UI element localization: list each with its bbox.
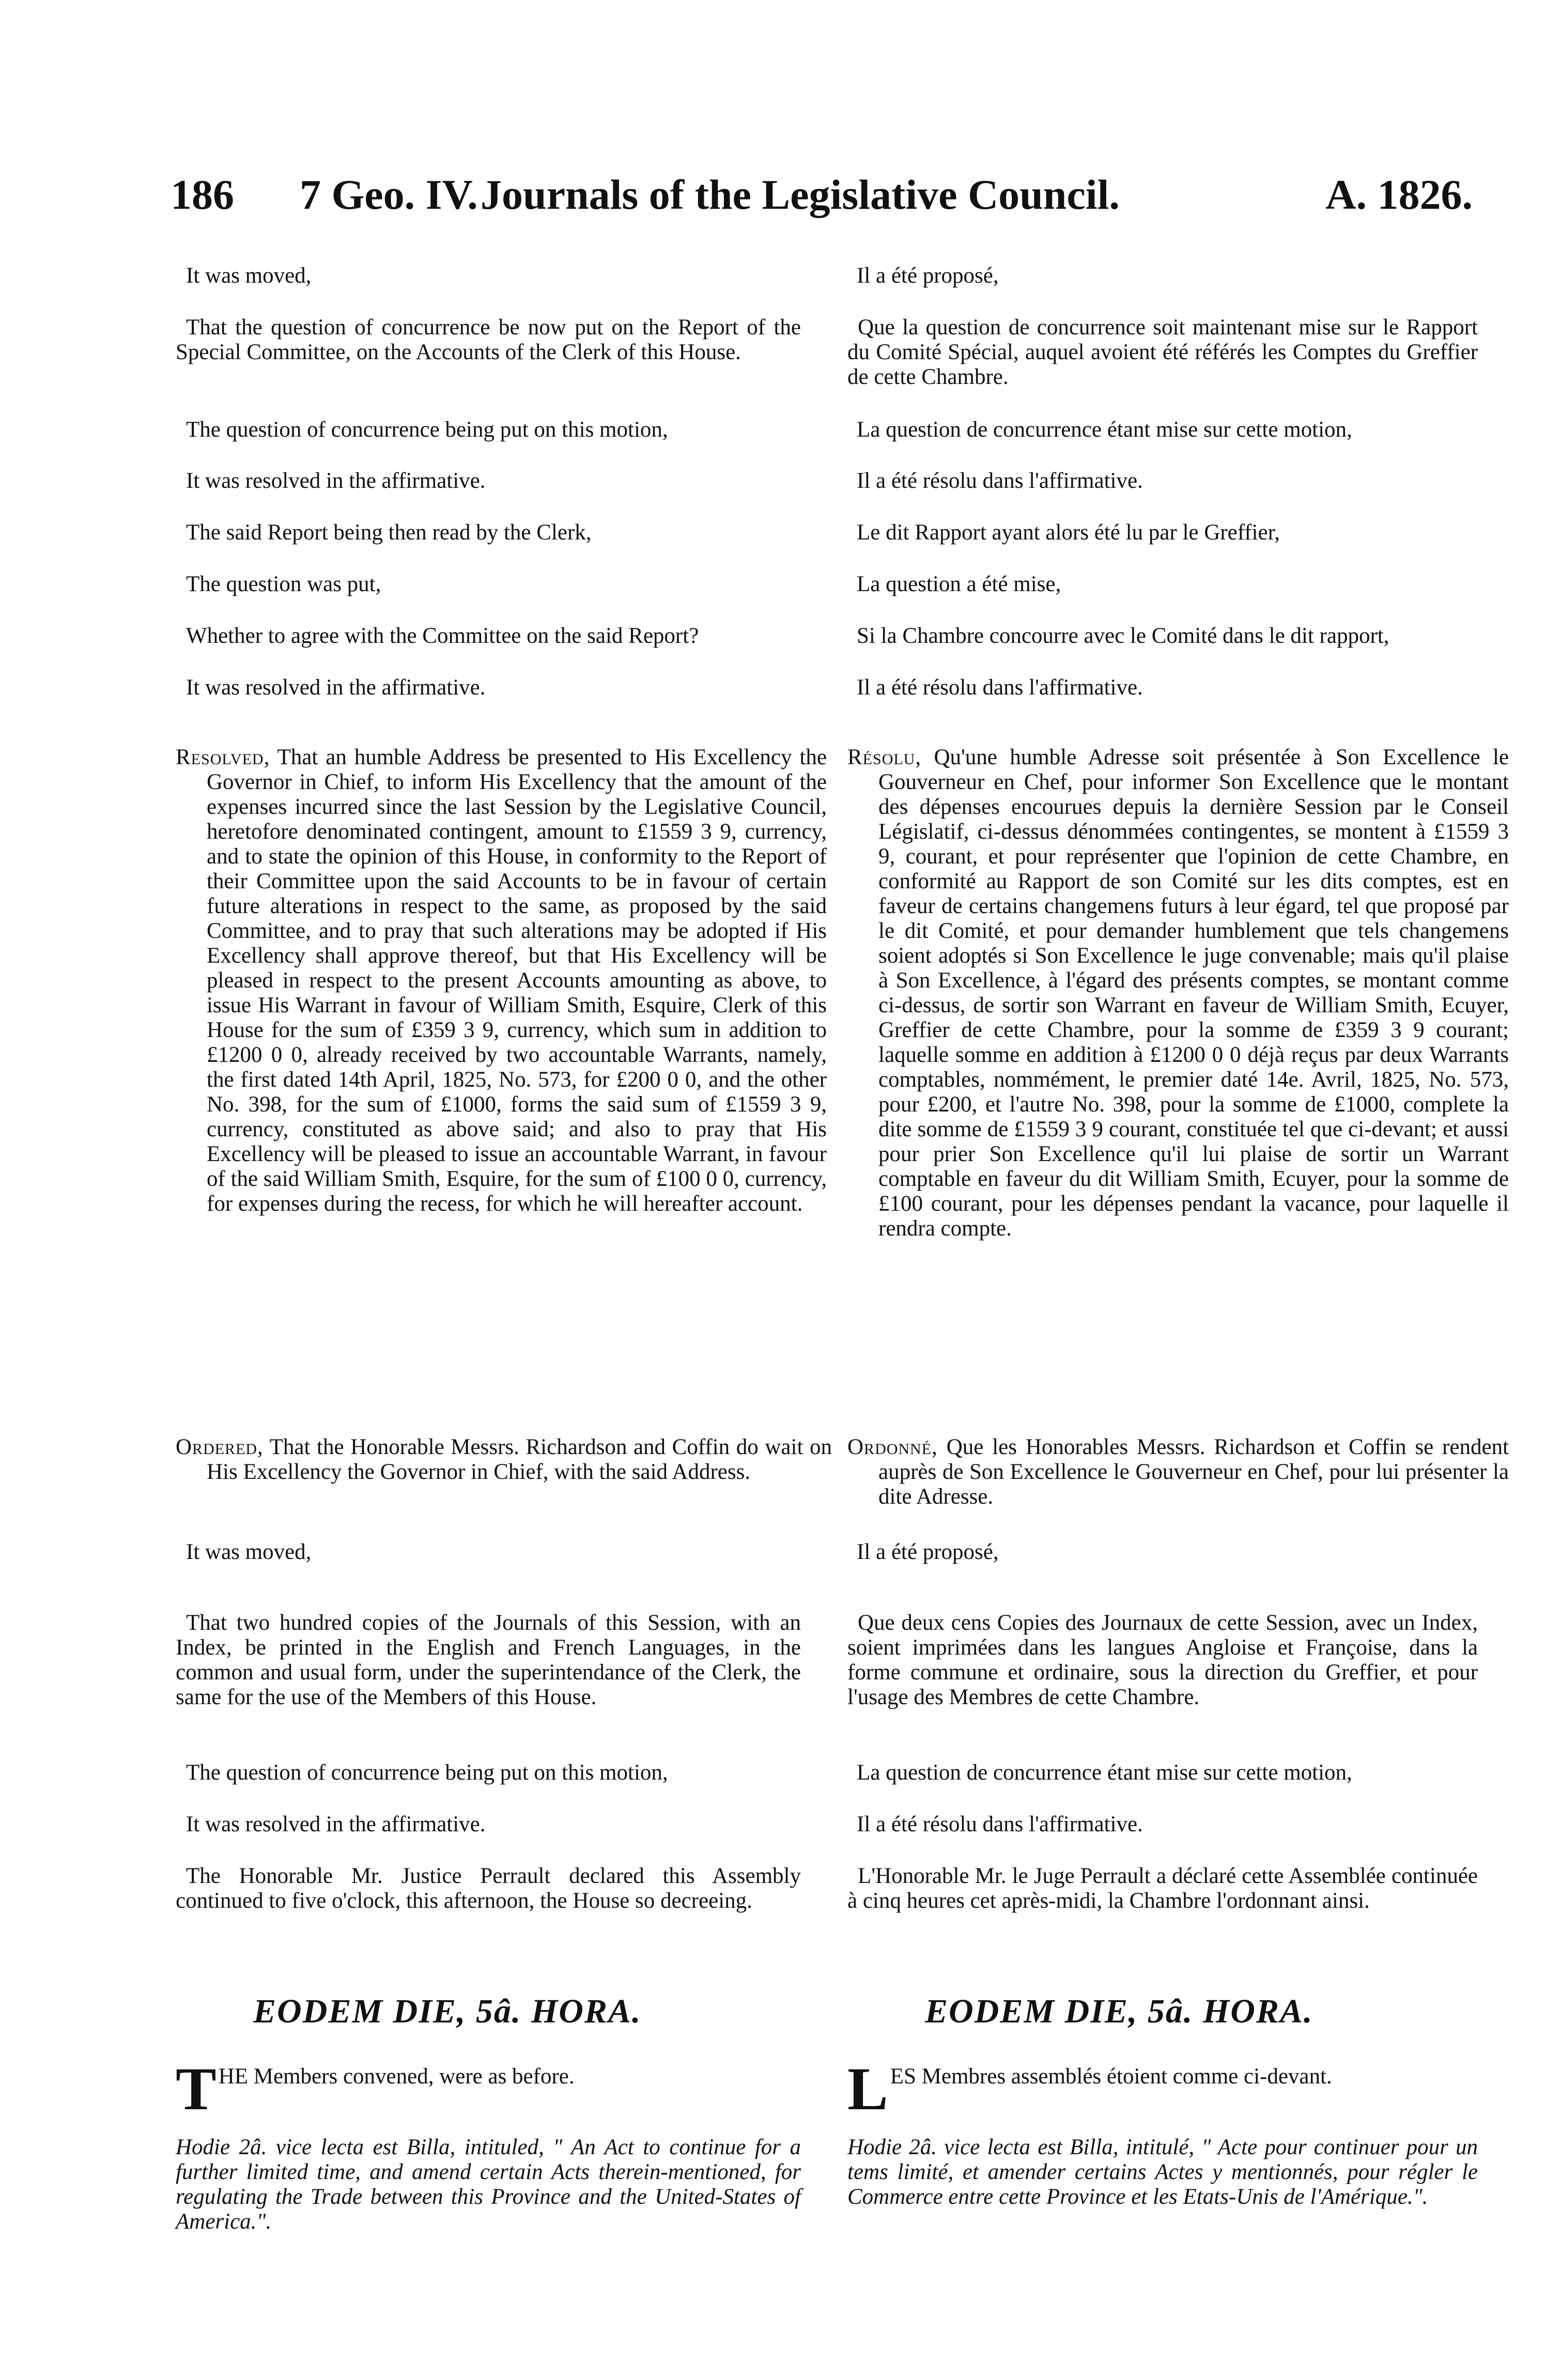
page-header <box>171 171 1473 219</box>
en-ordered-body: That the Honorable Messrs. Richardson and Coffin do wait on His Excellency the Governor in Chief, with the said Address. <box>207 1435 832 1484</box>
fr-si-chambre: Si la Chambre concourre avec le Comité dans le dit rapport, <box>857 624 1389 648</box>
en-question-put-3: The question of concurrence being put on this motion, <box>186 1760 668 1785</box>
en-bill-reading: Hodie 2â. vice lecta est Billa, intituled, " An Act to continue for a further limited time, and amend certain Acts therein-mentioned, for regulating the Trade between this Province and the United-States of America.". <box>176 2135 801 2234</box>
en-whether-agree: Whether to agree with the Committee on the said Report? <box>186 624 699 648</box>
fr-convened-text: ES Membres assemblés étoient comme ci-devant. <box>890 2064 1332 2089</box>
fr-ajournement: L'Honorable Mr. le Juge Perrault a déclaré cette Assemblée continuée à cinq heures cet après-midi, la Chambre l'ordonnant ainsi. <box>847 1864 1478 1913</box>
fr-resolu-1: Il a été résolu dans l'affirmative. <box>857 469 1143 493</box>
en-eodem-heading: EODEM DIE, 5â. HORA. <box>253 1992 642 2030</box>
fr-ordonne <box>847 1435 1509 1509</box>
en-drop-cap: T <box>176 2055 217 2123</box>
reign-year: 7 Geo. IV. <box>300 171 478 218</box>
fr-rapport-lu: Le dit Rapport ayant alors été lu par le Greffier, <box>857 520 1280 545</box>
fr-resolu-body: Qu'une humble Adresse soit présentée à Son Excellence le Gouverneur en Chef, pour informer Son Excellence que le montant des dépenses encourues depuis la dernière Session par le Conseil Législatif, ci-dessus dénommées contingentes, se montent à £1559 3 9, courant, et pour représenter que l'opinion de cette Chambre, en conformité au Rapport de son Comité sur les dits comptes, est en faveur de certains changemens futurs à leur égard, tel que proposé par le dit Comité, et pour demander humblement que tels changemens soient adoptés si Son Excellence le juge convenable; mais qu'il plaise à Son Excellence, à l'égard des présents comptes, se montant comme ci-dessus, de sortir son Warrant en faveur de William Smith, Ecuyer, Greffier de cette Chambre, pour la somme de £359 3 9 courant; laquelle somme en addition à £1200 0 0 déjà reçus par deux Warrants comptables, nommément, le premier daté 14e. Avril, 1825, No. 573, pour £200, et l'autre No. 398, pour la somme de £1000, complete la dite somme de £1559 3 9 courant, constituée tel que ci-devant; et aussi pour prier Son Excellence qu'il lui plaise de sortir un Warrant comptable en faveur du dit William Smith, Ecuyer, pour la somme de £100 courant, pour les dépenses pendant la vacance, pour laquelle il rendra compte. <box>878 745 1509 1241</box>
fr-propose-1: Il a été proposé, <box>857 264 999 288</box>
fr-ordonne-body: Que les Honorables Messrs. Richardson et Coffin se rendent auprès de Son Excellence le Gouverneur en Chef, pour lui présenter la dite Adresse. <box>878 1435 1509 1509</box>
en-resolved-2: It was resolved in the affirmative. <box>186 675 486 700</box>
en-question-put-1: The question of concurrence being put on this motion, <box>186 418 668 442</box>
fr-propose-2: Il a été proposé, <box>857 1540 999 1564</box>
fr-resolu-3: Il a été résolu dans l'affirmative. <box>857 1812 1143 1836</box>
fr-motion-impression: Que deux cens Copies des Journaux de cette Session, avec un Index, soient imprimées dans les langues Angloise et Françoise, dans la forme commune et ordinaire, sous la direction du Greffier, et pour l'usage des Membres de cette Chambre. <box>847 1611 1478 1709</box>
page-title: Journals of the Legislative Council. <box>481 171 1120 218</box>
en-resolved-1: It was resolved in the affirmative. <box>186 469 486 493</box>
page-number: 186 <box>171 171 234 218</box>
en-resolved-3: It was resolved in the affirmative. <box>186 1812 486 1836</box>
fr-resolu-label: Résolu, <box>847 745 922 769</box>
en-report-read: The said Report being then read by the Clerk, <box>186 520 592 545</box>
fr-question-mise-2: La question a été mise, <box>857 572 1061 596</box>
fr-motion-rapport: Que la question de concurrence soit maintenant mise sur le Rapport du Comité Spécial, auquel avoient été référés les Comptes du Greffier de cette Chambre. <box>847 315 1478 389</box>
fr-question-mise-1: La question de concurrence étant mise sur cette motion, <box>857 418 1352 442</box>
en-resolved-label: Resolved, <box>176 745 270 769</box>
en-convened-text: HE Members convened, were as before. <box>218 2064 575 2089</box>
fr-eodem-heading: EODEM DIE, 5â. HORA. <box>925 1992 1314 2030</box>
calendar-year: A. 1826. <box>1325 171 1473 218</box>
en-members-convened <box>176 2055 801 2123</box>
fr-resolu-2: Il a été résolu dans l'affirmative. <box>857 675 1143 700</box>
en-moved-2: It was moved, <box>186 1540 312 1564</box>
fr-ordonne-label: Ordonné, <box>847 1435 938 1459</box>
fr-question-mise-3: La question de concurrence étant mise sur cette motion, <box>857 1760 1352 1785</box>
en-moved-1: It was moved, <box>186 264 312 288</box>
en-question-put-2: The question was put, <box>186 572 381 596</box>
fr-bill-reading: Hodie 2â. vice lecta est Billa, intitulé, " Acte pour continuer pour un tems limité, et amender certains Actes y mentionnés, pour régler le Commerce entre cette Province et les Etats-Unis de l'Amérique.". <box>847 2135 1478 2209</box>
en-resolved-body: That an humble Address be presented to His Excellency the Governor in Chief, to inform His Excellency that the amount of the expenses incurred since the last Session by the Legislative Council, heretofore denominated contingent, amount to £1559 3 9, currency, and to state the opinion of this House, in conformity to the Report of their Committee upon the said Accounts to be in favour of certain future alterations in respect to the same, as proposed by the said Committee, and to pray that such alterations may be adopted if His Excellency shall approve thereof, but that His Excellency will be pleased in respect to the present Accounts amounting as above, to issue His Warrant in favour of William Smith, Esquire, Clerk of this House for the sum of £359 3 9, currency, which sum in addition to £1200 0 0, already received by two accountable Warrants, namely, the first dated 14th April, 1825, No. 573, for £200 0 0, and the other No. 398, for the sum of £1000, forms the said sum of £1559 3 9, currency, constituted as above said; and also to pray that His Excellency will be pleased to issue an accountable Warrant, in favour of the said William Smith, Esquire, for the sum of £100 0 0, currency, for expenses during the recess, for which he will hereafter account. <box>207 745 827 1216</box>
en-resolved-address <box>176 745 827 1216</box>
en-ordered <box>176 1435 832 1485</box>
en-adjournment: The Honorable Mr. Justice Perrault declared this Assembly continued to five o'clock, this afternoon, the House so decreeing. <box>176 1864 801 1913</box>
fr-drop-cap: L <box>847 2055 888 2123</box>
fr-membres-assembles <box>847 2055 1478 2123</box>
en-ordered-label: Ordered, <box>176 1435 264 1459</box>
en-motion-report: That the question of concurrence be now put on the Report of the Special Committee, on the Accounts of the Clerk of this House. <box>176 315 801 364</box>
fr-resolu-adresse <box>847 745 1509 1241</box>
en-motion-print: That two hundred copies of the Journals of this Session, with an Index, be printed in the English and French Languages, in the common and usual form, under the superintendance of the Clerk, the same for the use of the Members of this House. <box>176 1611 801 1709</box>
